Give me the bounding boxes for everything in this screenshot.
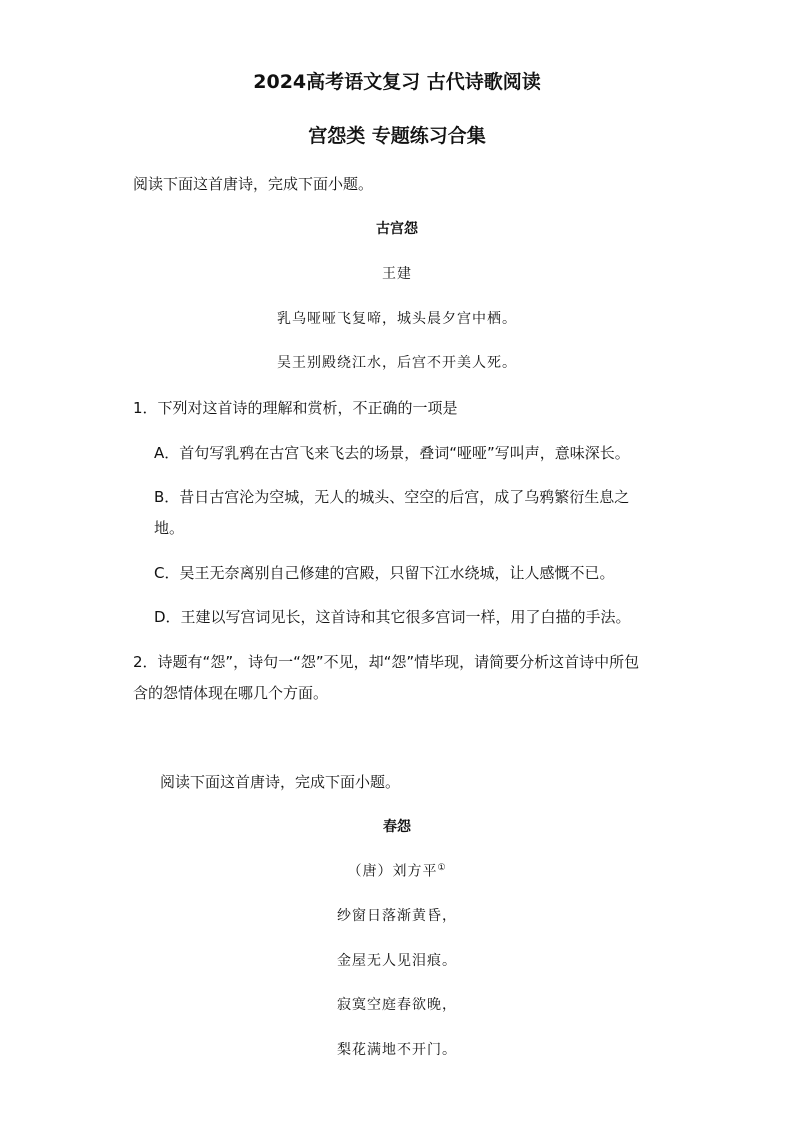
question-2-line-1: 2．诗题有“怨”，诗句一“怨”不见，却“怨”情毕现，请简要分析这首诗中所包 [133,653,640,671]
question-1-option-b-cont: 地。 [154,519,185,537]
document-subtitle: 宫怨类 专题练习合集 [308,125,486,147]
poem1-line-1: 乳乌哑哑飞复啼，城头晨夕宫中栖。 [277,311,517,327]
question-1-stem: 1．下列对这首诗的理解和赏析，不正确的一项是 [133,399,458,417]
poem2-line-3: 寂寞空庭春欲晚， [337,997,457,1013]
question-1-option-a: A．首句写乳鸦在古宫飞来飞去的场景，叠词“哑哑”写叫声，意味深长。 [154,444,630,462]
poem2-line-2: 金屋无人见泪痕。 [337,953,457,969]
poem2-line-4: 梨花满地不开门。 [337,1042,457,1058]
question-1-option-b: B．昔日古宫沦为空城，无人的城头、空空的后宫，成了乌鸦繁衍生息之 [154,488,630,506]
question-1-option-c: C．吴王无奈离别自己修建的宫殿，只留下江水绕城，让人感慨不已。 [154,564,615,582]
question-2-line-2: 含的怨情体现在哪几个方面。 [133,684,329,702]
question-1-option-d: D．王建以写宫词见长，这首诗和其它很多宫词一样，用了白描的手法。 [154,608,631,626]
poem1-title: 古宫怨 [376,221,418,237]
poem2-title: 春怨 [383,819,411,835]
poem1-author: 王建 [382,266,412,282]
poem2-author-line [0,864,794,879]
poem2-line-1: 纱窗日落渐黄昏， [337,908,457,924]
poem2-author: （唐）刘方平 [347,863,438,880]
document-title: 2024高考语文复习 古代诗歌阅读 [253,71,541,93]
poem1-line-2: 吴王别殿绕江水，后宫不开美人死。 [277,355,517,371]
section1-intro: 阅读下面这首唐诗，完成下面小题。 [133,175,374,193]
section2-intro: 阅读下面这首唐诗，完成下面小题。 [160,773,401,791]
footnote-marker: ① [437,863,447,873]
